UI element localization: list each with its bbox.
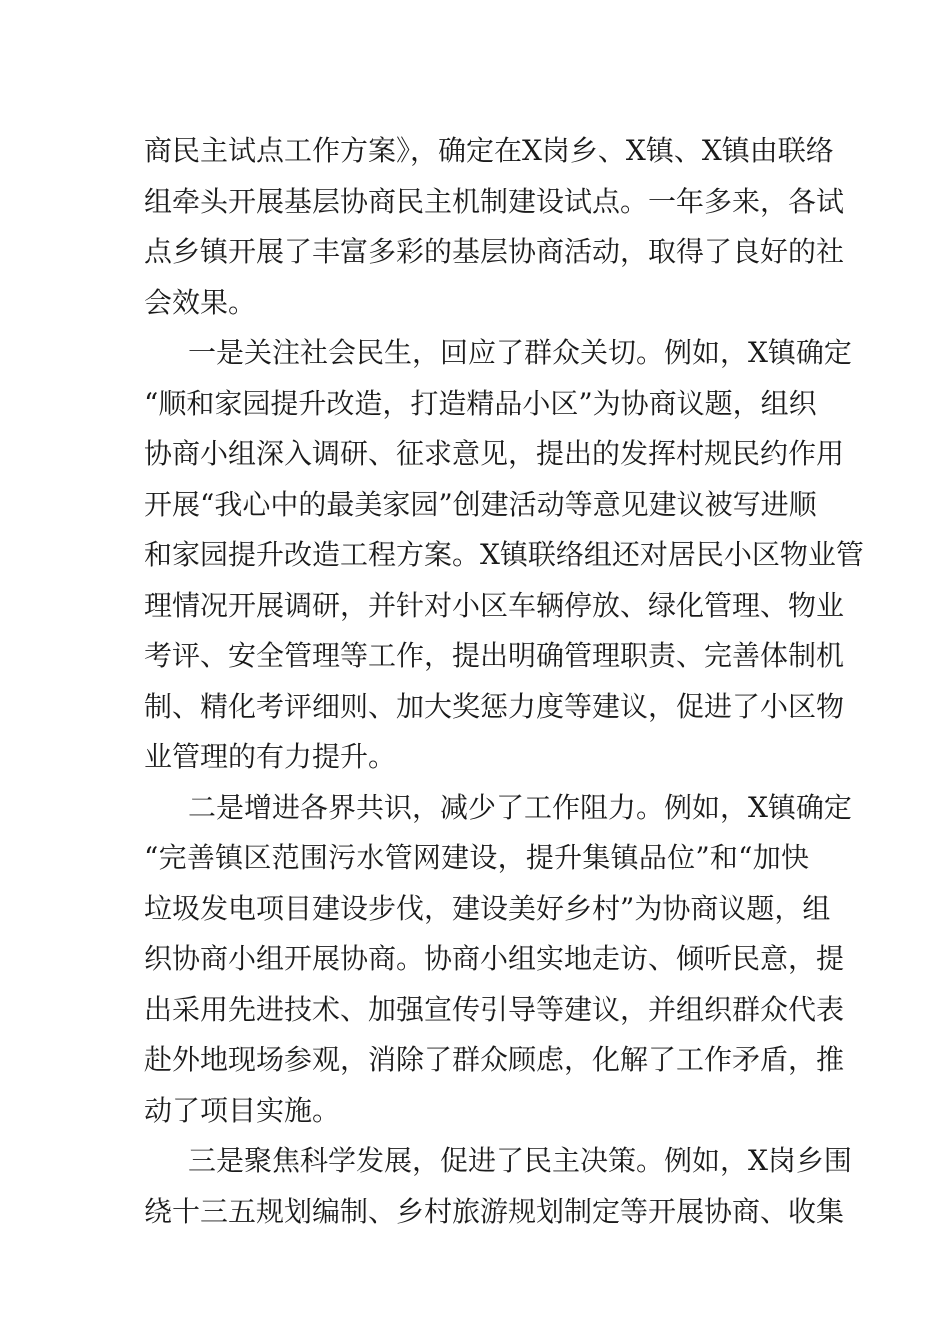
text-line: 二是增进各界共识，减少了工作阻力。例如，X镇确定 xyxy=(188,790,852,824)
text-line: “顺和家园提升改造，打造精品小区”为协商议题，组织 xyxy=(144,386,817,420)
text-line: “完善镇区范围污水管网建设，提升集镇品位”和“加快 xyxy=(144,841,809,874)
paragraph xyxy=(144,783,852,1137)
paragraph xyxy=(144,1136,852,1237)
text-line: 织协商小组开展协商。协商小组实地走访、倾听民意，提 xyxy=(144,942,845,975)
text-line: 出采用先进技术、加强宣传引导等建议，并组织群众代表 xyxy=(144,992,845,1026)
text-line: 开展“我心中的最美家园”创建活动等意见建议被写进顺 xyxy=(144,487,817,521)
text-line: 三是聚焦科学发展，促进了民主决策。例如，X岗乡围 xyxy=(188,1144,852,1177)
text-line: 动了项目实施。 xyxy=(144,1093,341,1127)
paragraph xyxy=(144,328,864,783)
paragraph xyxy=(144,126,845,328)
text-line: 理情况开展调研，并针对小区车辆停放、绿化管理、物业 xyxy=(144,588,845,622)
text-line: 商民主试点工作方案》，确定在X岗乡、X镇、X镇由联络 xyxy=(144,134,834,167)
text-line: 考评、安全管理等工作，提出明确管理职责、完善体制机 xyxy=(144,639,845,672)
text-line: 和家园提升改造工程方案。X镇联络组还对居民小区物业管 xyxy=(144,538,864,571)
text-line: 协商小组深入调研、征求意见，提出的发挥村规民约作用 xyxy=(144,437,845,470)
text-line: 绕十三五规划编制、乡村旅游规划制定等开展协商、收集 xyxy=(144,1194,845,1228)
text-line: 会效果。 xyxy=(144,285,257,319)
text-line: 组牵头开展基层协商民主机制建设试点。一年多来，各试 xyxy=(144,184,845,218)
text-line: 赴外地现场参观，消除了群众顾虑，化解了工作矛盾，推 xyxy=(144,1043,845,1076)
text-line: 业管理的有力提升。 xyxy=(144,740,397,773)
text-line: 一是关注社会民生，回应了群众关切。例如，X镇确定 xyxy=(188,336,852,369)
document-body xyxy=(144,126,864,1237)
text-line: 点乡镇开展了丰富多彩的基层协商活动，取得了良好的社 xyxy=(144,235,845,268)
text-line: 制、精化考评细则、加大奖惩力度等建议，促进了小区物 xyxy=(144,689,845,723)
text-line: 垃圾发电项目建设步伐，建设美好乡村”为协商议题，组 xyxy=(144,891,831,925)
